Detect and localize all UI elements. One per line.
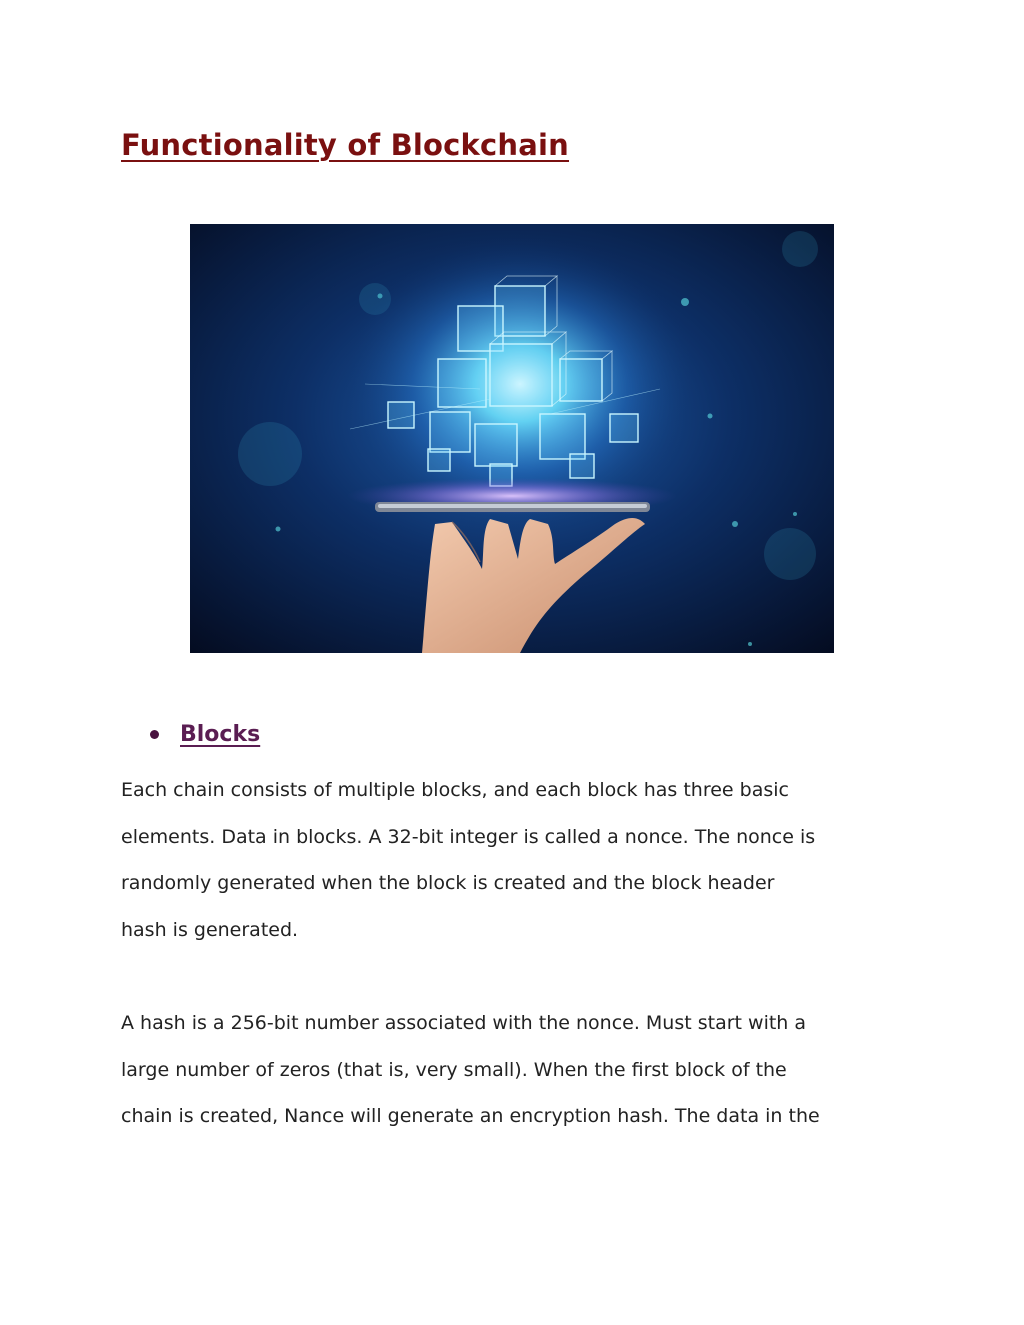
section-heading-row xyxy=(150,718,260,750)
paragraph-line: hash is generated. xyxy=(121,918,299,941)
paragraph-line: A hash is a 256-bit number associated with the nonce. Must start with a xyxy=(121,1012,807,1034)
paragraph-2 xyxy=(121,1000,820,1140)
bullet-icon xyxy=(150,730,159,739)
hero-image xyxy=(190,224,834,653)
section-heading-blocks: Blocks xyxy=(180,721,261,747)
paragraph-line: randomly generated when the block is created and the block header xyxy=(121,872,775,894)
paragraph-line: Each chain consists of multiple blocks, and each block has three basic xyxy=(121,779,789,801)
paragraph-1 xyxy=(121,767,815,953)
paragraph-line: elements. Data in blocks. A 32-bit integer is called a nonce. The nonce is xyxy=(121,825,816,848)
page-title: Functionality of Blockchain xyxy=(121,128,570,162)
paragraph-line: large number of zeros (that is, very small). When the first block of the xyxy=(121,1058,787,1081)
paragraph-line: chain is created, Nance will generate an encryption hash. The data in the xyxy=(121,1105,820,1127)
